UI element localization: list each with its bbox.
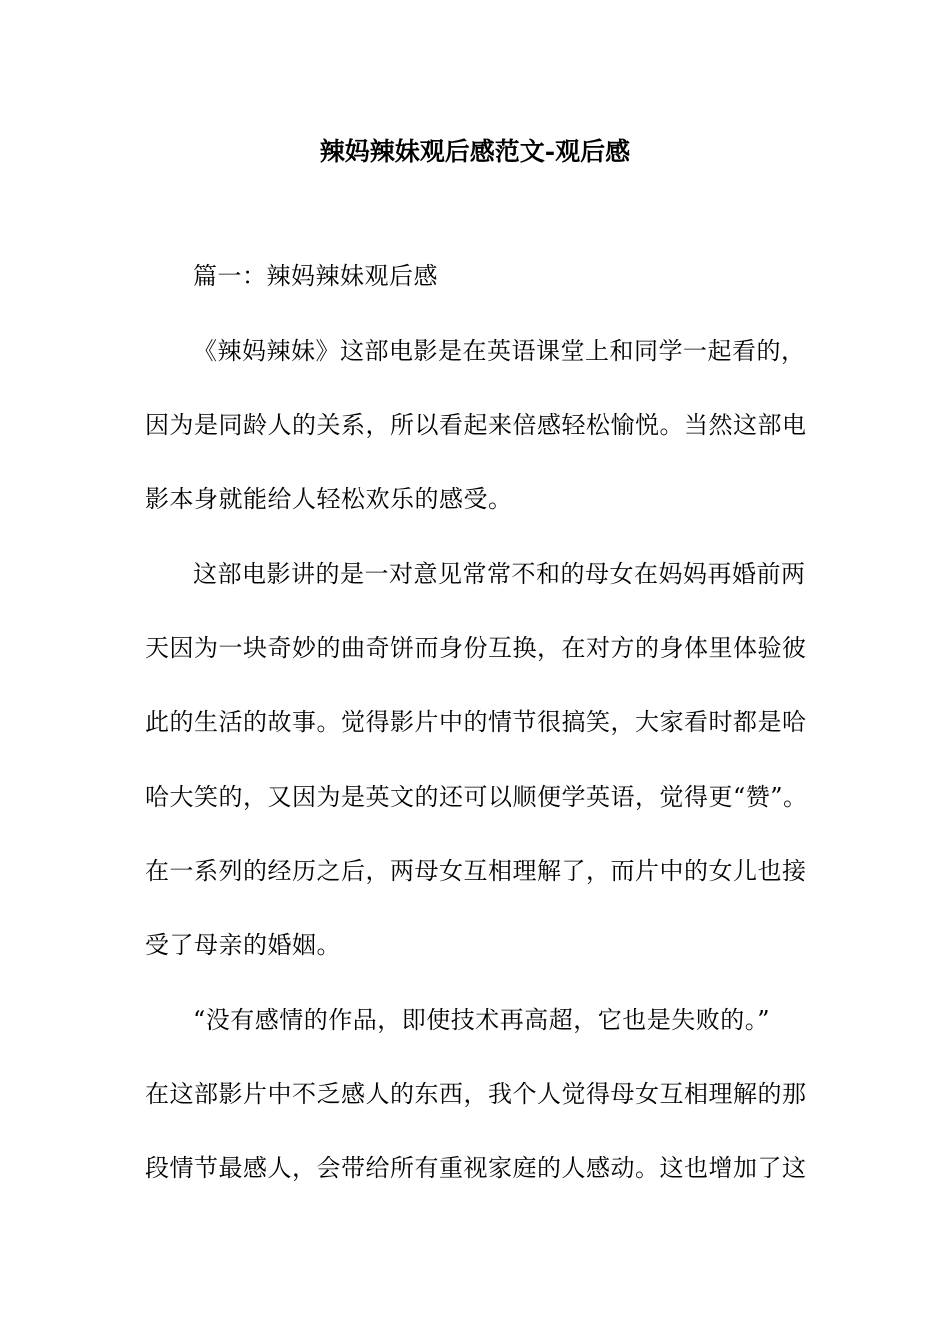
paragraph-line: 这部电影讲的是一对意见常常不和的母女在妈妈再婚前两 <box>193 560 806 588</box>
paragraph-line: 影本身就能给人轻松欢乐的感受。 <box>145 485 513 513</box>
document-title: 辣妈辣妹观后感范文-观后感 <box>319 137 631 166</box>
paragraph-line: 受了母亲的婚姻。 <box>145 931 341 959</box>
paragraph-line: “没有感情的作品，即使技术再高超，它也是失败的。” <box>193 1006 771 1034</box>
paragraph-line: 段情节最感人，会带给所有重视家庭的人感动。这也增加了这 <box>145 1154 807 1182</box>
paragraph-line: 在一系列的经历之后，两母女互相理解了，而片中的女儿也接 <box>145 857 807 885</box>
paragraph-line: 天因为一块奇妙的曲奇饼而身份互换，在对方的身体里体验彼 <box>145 634 807 662</box>
section-heading: 篇一：辣妈辣妹观后感 <box>193 262 438 290</box>
paragraph-line: 因为是同龄人的关系，所以看起来倍感轻松愉悦。当然这部电 <box>145 411 807 439</box>
paragraph-line: 在这部影片中不乏感人的东西，我个人觉得母女互相理解的那 <box>145 1080 807 1108</box>
paragraph-line: 哈大笑的，又因为是英文的还可以顺便学英语，觉得更“赞”。 <box>145 783 808 811</box>
paragraph-line: 《辣妈辣妹》这部电影是在英语课堂上和同学一起看的， <box>193 337 806 365</box>
paragraph-line: 此的生活的故事。觉得影片中的情节很搞笑，大家看时都是哈 <box>145 708 807 736</box>
